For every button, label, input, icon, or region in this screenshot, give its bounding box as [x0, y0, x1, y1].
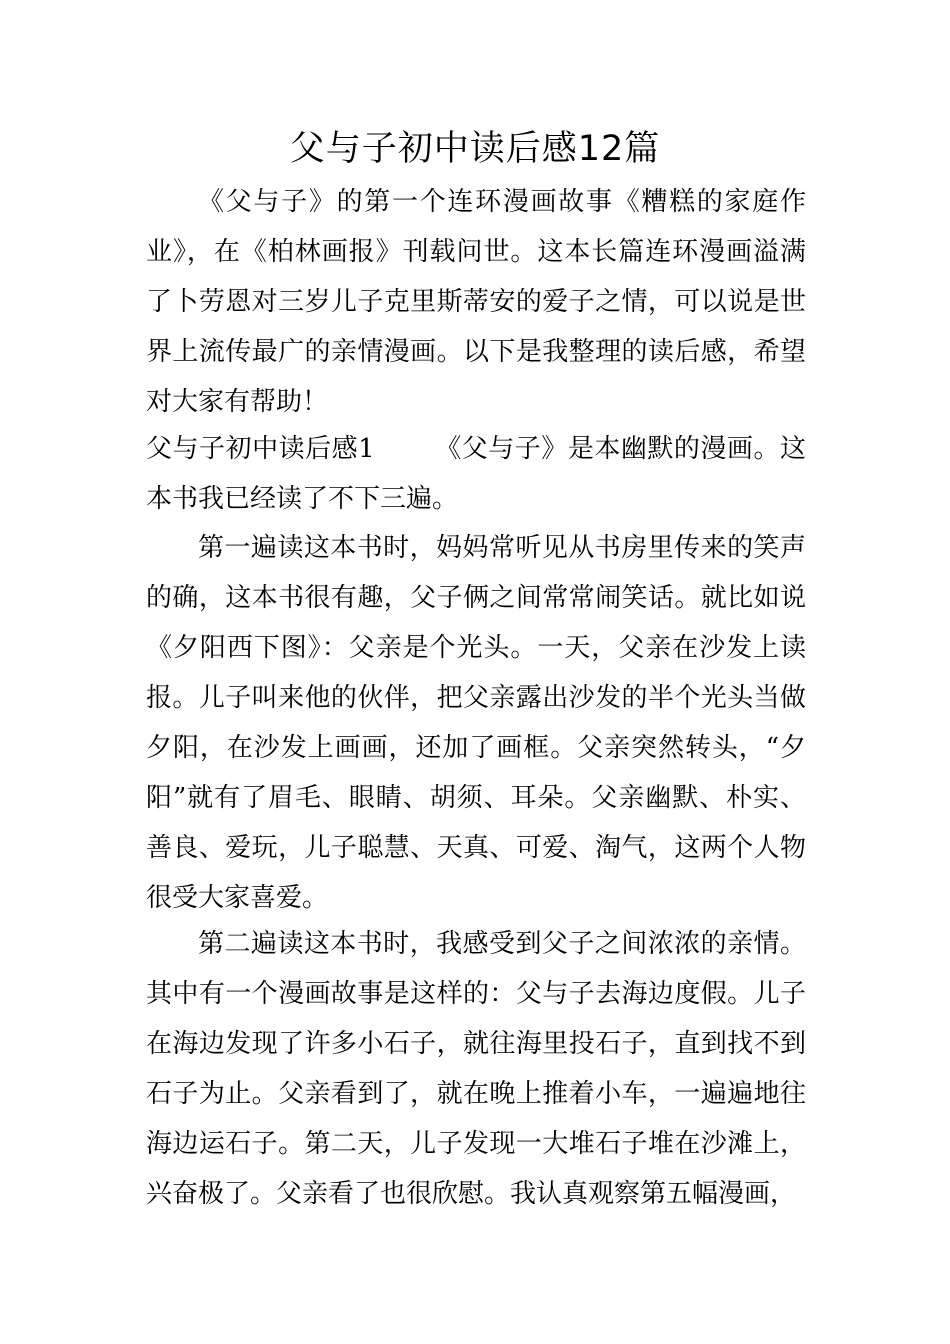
section1-paragraph	[146, 424, 806, 524]
section1-heading: 父与子初中读后感1	[146, 434, 375, 464]
section1-first-text: 《父与子》是本幽默的漫画。这本书我已经读了不下三遍。	[146, 434, 806, 514]
page-title: 父与子初中读后感12篇	[289, 129, 661, 169]
intro-paragraph: 《父与子》的第一个连环漫画故事《糟糕的家庭作业》，在《柏林画报》刊载问世。这本长篇连环漫画溢满了卜劳恩对三岁儿子克里斯蒂安的爱子之情，可以说是世界上流传最广的亲情漫画。以下是我整理的读后感，希望对大家有帮助！	[146, 187, 806, 417]
body-paragraph-3: 第二遍读这本书时，我感受到父子之间浓浓的亲情。其中有一个漫画故事是这样的：父与子去海边度假。儿子在海边发现了许多小石子，就往海里投石子，直到找不到石子为止。父亲看到了，就在晚上推着小车，一遍遍地往海边运石子。第二天，儿子发现一大堆石子堆在沙滩上，兴奋极了。父亲看了也很欣慰。我认真观察第五幅漫画，	[146, 929, 806, 1209]
body-paragraph-2: 第一遍读这本书时，妈妈常听见从书房里传来的笑声的确，这本书很有趣，父子俩之间常常闹笑话。就比如说《夕阳西下图》：父亲是个光头。一天，父亲在沙发上读报。儿子叫来他的伙伴，把父亲露出沙发的半个光头当做夕阳，在沙发上画画，还加了画框。父亲突然转头，“夕阳”就有了眉毛、眼睛、胡须、耳朵。父亲幽默、朴实、善良、爱玩，儿子聪慧、天真、可爱、淘气，这两个人物很受大家喜爱。	[146, 533, 806, 913]
